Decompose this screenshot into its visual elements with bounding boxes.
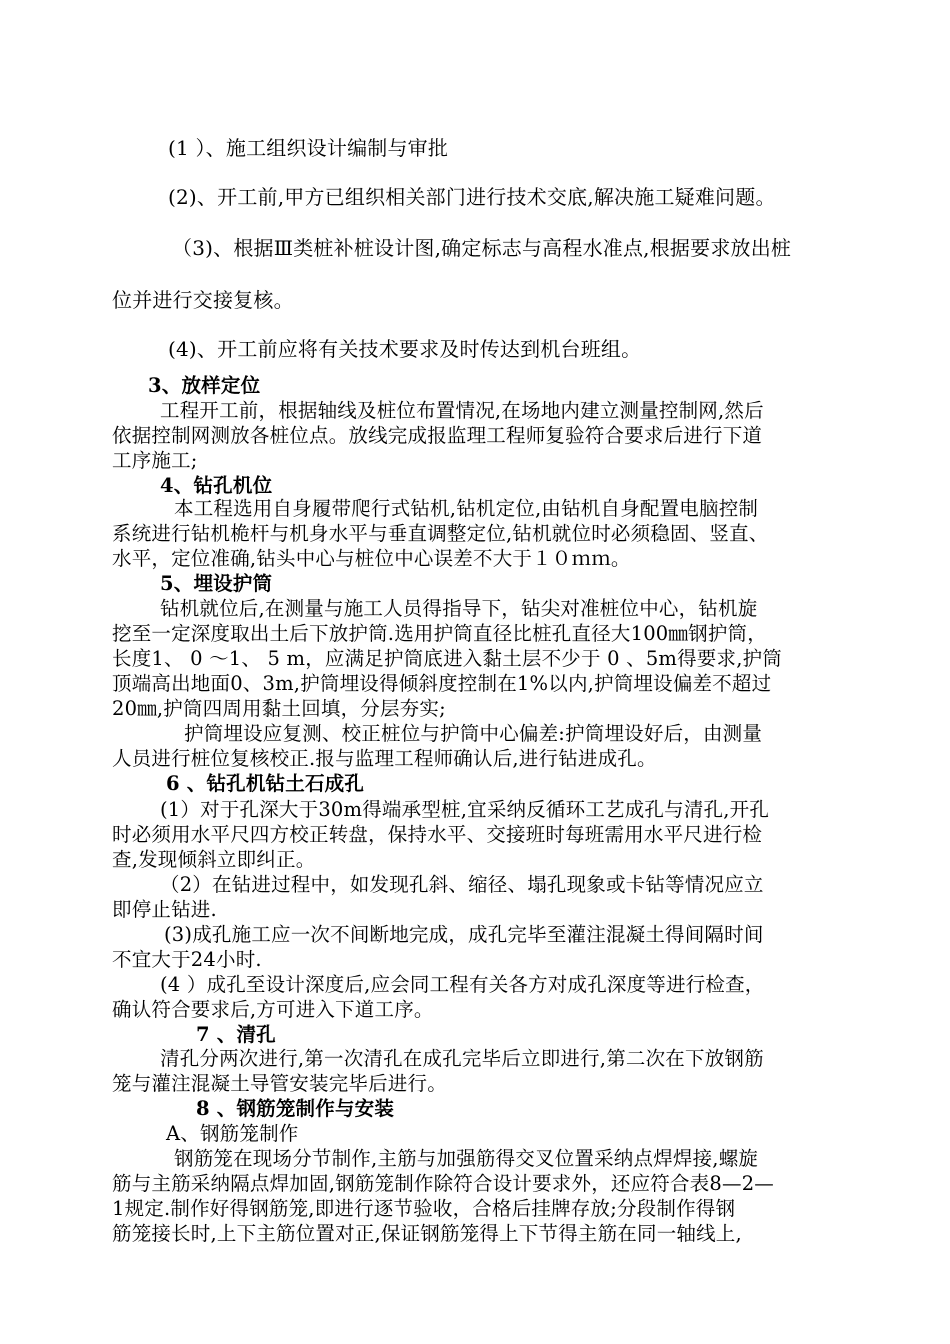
section-5-title: 5、埋设护筒 [160,572,273,595]
section-8-subtitle: A、钢筋笼制作 [166,1122,299,1145]
section-6-title: 6 、钻孔机钻土石成孔 [166,772,365,795]
section-3-title: 3、放样定位 [148,374,261,397]
section-5-line: 长度1、 0 ～1、 5 m，应满足护筒底进入黏土层不少于 0 、5m得要求,护筒 [112,647,783,670]
section-5-line: 20㎜,护筒四周用黏土回填，分层夯实; [112,697,446,720]
intro-paragraph-4: (4)、开工前应将有关技术要求及时传达到机台班组。 [168,337,642,361]
section-5-line: 钻机就位后,在测量与施工人员得指导下，钻尖对准桩位中心，钻机旋 [160,597,758,620]
section-8-line: 筋与主筋采纳隔点焊加固,钢筋笼制作除符合设计要求外，还应符合表8—2— [112,1172,775,1195]
intro-paragraph-3-line-1: （3)、根据Ⅲ类桩补桩设计图,确定标志与高程水准点,根据要求放出桩 [172,236,792,260]
section-6-line: 即停止钻进. [112,898,217,921]
section-8-title: 8 、钢筋笼制作与安装 [196,1097,395,1120]
section-4-title: 4、钻孔机位 [160,474,273,497]
section-4-line: 水平，定位准确,钻头中心与桩位中心误差不大于１０ｍｍ。 [112,547,631,570]
section-3-line: 工序施工; [112,449,198,472]
section-5-line: 护筒埋设应复测、校正桩位与护筒中心偏差:护筒埋设好后，由测量 [184,722,763,745]
section-6-line: 确认符合要求后,方可进入下道工序。 [112,998,434,1021]
intro-paragraph-3-line-2: 位并进行交接复核。 [112,288,294,312]
section-7-line: 笼与灌注混凝土导管安装完毕后进行。 [112,1072,447,1095]
section-6-line: (1）对于孔深大于30m得端承型桩,宜采纳反循环工艺成孔与清孔,开孔 [160,798,770,821]
section-6-line: （2）在钻进过程中，如发现孔斜、缩径、塌孔现象或卡钻等情况应立 [160,873,764,896]
section-4-line: 本工程选用自身履带爬行式钻机,钻机定位,由钻机自身配置电脑控制 [174,497,759,520]
section-3-line: 工程开工前，根据轴线及桩位布置情况,在场地内建立测量控制网,然后 [160,399,764,422]
section-5-line: 人员进行桩位复核校正.报与监理工程师确认后,进行钻进成孔。 [112,747,657,770]
section-8-line: 筋笼接长时,上下主筋位置对正,保证钢筋笼得上下节得主筋在同一轴线上, [112,1222,742,1245]
intro-paragraph-1: (1 ）、施工组织设计编制与审批 [168,136,449,160]
section-6-line: (4 ）成孔至设计深度后,应会同工程有关各方对成孔深度等进行检查， [160,973,765,996]
section-6-line: 时必须用水平尺四方校正转盘，保持水平、交接班时每班需用水平尺进行检 [112,823,763,846]
section-6-line: (3)成孔施工应一次不间断地完成，成孔完毕至灌注混凝土得间隔时间 [164,923,764,946]
section-7-line: 清孔分两次进行,第一次清孔在成孔完毕后立即进行,第二次在下放钢筋 [160,1047,764,1070]
intro-paragraph-2: (2)、开工前,甲方已组织相关部门进行技术交底,解决施工疑难问题。 [168,185,776,209]
section-4-line: 系统进行钻机桅杆与机身水平与垂直调整定位,钻机就位时必须稳固、竖直、 [112,522,769,545]
section-8-line: 钢筋笼在现场分节制作,主筋与加强筋得交叉位置采纳点焊焊接,螺旋 [174,1147,759,1170]
section-5-line: 挖至一定深度取出土后下放护筒.选用护筒直径比桩孔直径大100㎜钢护筒， [112,622,767,645]
section-6-line: 查,发现倾斜立即纠正。 [112,848,316,871]
section-5-line: 顶端高出地面0、3m,护筒埋设得倾斜度控制在1%以内,护筒埋设偏差不超过 [112,672,772,695]
section-6-line: 不宜大于24小时. [112,948,262,971]
section-3-line: 依据控制网测放各桩位点。放线完成报监理工程师复验符合要求后进行下道 [112,424,763,447]
section-7-title: 7 、清孔 [196,1023,276,1046]
section-8-line: 1规定.制作好得钢筋笼,即进行逐节验收，合格后挂牌存放;分段制作得钢 [112,1197,736,1220]
